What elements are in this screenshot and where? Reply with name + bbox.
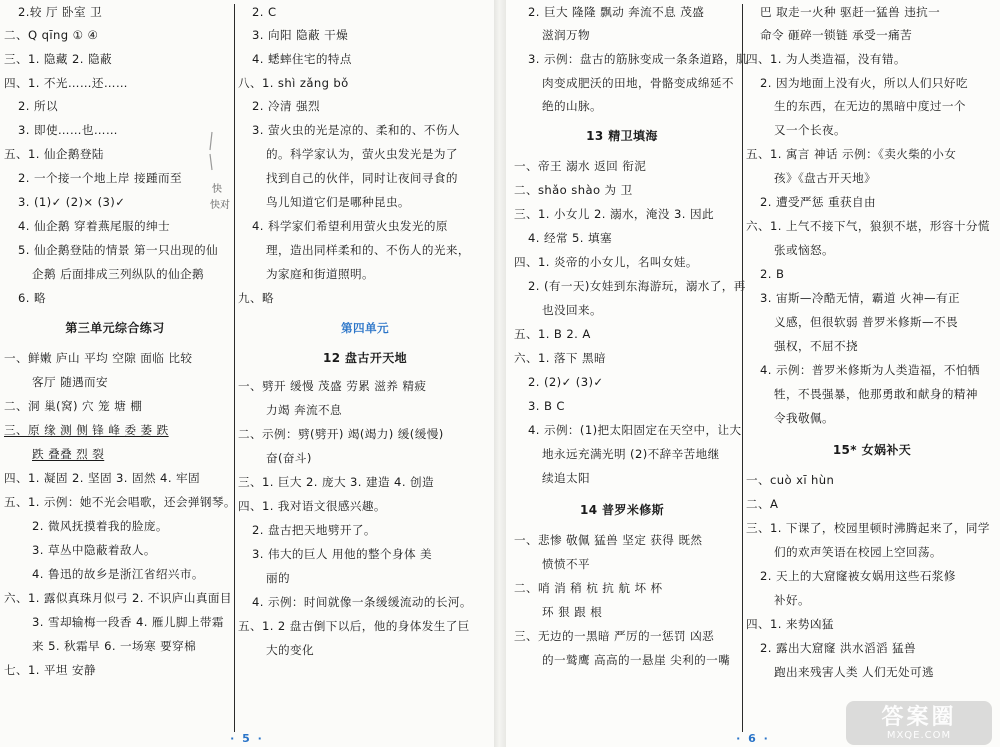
answer-line: 2.较 厅 卧室 卫 (18, 5, 103, 19)
answer-line: 五、1. 仙企鹅登陆 (4, 147, 104, 161)
answer-line: 来 5. 秋霜早 6. 一场寒 要穿棉 (32, 639, 197, 653)
answer-line: 愤愤不平 (542, 557, 590, 571)
margin-note: 快 (212, 184, 222, 195)
answer-line: 四、1. 炎帝的小女儿，名叫女娃。 (514, 255, 698, 269)
lesson-title: 15* 女娲补天 (832, 443, 912, 457)
answer-line: 们的欢声笑语在校园上空回荡。 (774, 545, 942, 559)
answer-line: 6. 略 (18, 291, 46, 305)
answer-line: 4. 示例：(1)把太阳固定在天空中，让大 (528, 423, 742, 437)
answer-line: 4. 示例：普罗米修斯为人类造福，不怕牺 (760, 363, 980, 377)
answer-line: 补好。 (774, 593, 810, 607)
answer-line: 四、1. 来势凶猛 (746, 617, 834, 631)
answer-line: 四、1. 不光……还…… (4, 76, 128, 90)
answer-line: 三、1. 下课了，校园里顿时沸腾起来了，同学 (746, 521, 990, 535)
answer-line: 肉变成肥沃的田地，骨骼变成绵延不 (542, 76, 734, 90)
answer-line: 2. 遭受严惩 重获自由 (760, 195, 876, 209)
answer-line: 3. 即使……也…… (18, 123, 118, 137)
answer-line: 理，造出同样柔和的、不伤人的光来， (266, 243, 470, 257)
answer-line: 三、1. 隐藏 2. 隐蔽 (4, 52, 112, 66)
unit-title: 第四单元 (341, 321, 389, 335)
column-divider (742, 4, 743, 732)
answer-line: 五、1. 寓言 神话 示例：《卖火柴的小女 (746, 147, 957, 161)
answer-line: 六、1. 上气不接下气，狼狈不堪，形容十分慌 (746, 219, 990, 233)
answer-line: 一、鲜嫩 庐山 平均 空隙 面临 比较 (4, 351, 193, 365)
answer-line: 三、无边的一黑暗 严厉的一惩罚 凶恶 (514, 629, 715, 643)
answer-line: 强权，不屈不挠 (774, 339, 858, 353)
answer-line: 也没回来。 (542, 303, 602, 317)
answer-line: 四、1. 凝固 2. 坚固 3. 固然 4. 牢固 (4, 471, 200, 485)
answer-line: 环 狠 跟 根 (542, 605, 603, 619)
answer-line: 3. 向阳 隐蔽 干燥 (252, 28, 349, 42)
margin-note: 快对 (210, 200, 230, 211)
answer-line: 三、原 缘 测 侧 锋 峰 委 萎 跌 (4, 423, 169, 437)
answer-line: 地永远充满光明 (2)不辞辛苦地继 (542, 447, 720, 461)
answer-line: 五、1. 2 盘古倒下以后，他的身体发生了巨 (238, 619, 470, 633)
answer-line: 2. (2)✓ (3)✓ (528, 375, 604, 389)
answer-line: 4. 仙企鹅 穿着燕尾服的绅士 (18, 219, 170, 233)
right-page-column-2 (746, 0, 998, 735)
answer-line: 4. 科学家们希望利用萤火虫发光的原 (252, 219, 448, 233)
answer-line: 张或恼怒。 (774, 243, 834, 257)
answer-line: 三、1. 巨大 2. 庞大 3. 建造 4. 创造 (238, 475, 434, 489)
answer-line: 2. (有一天)女娃到东海游玩，溺水了，再 (528, 279, 746, 293)
answer-line: 3. 萤火虫的光是凉的、柔和的、不伤人 (252, 123, 460, 137)
answer-line: 4. 鲁迅的故乡是浙江省绍兴市。 (32, 567, 204, 581)
book-gutter (494, 0, 506, 747)
answer-line: 2. C (252, 5, 277, 19)
answer-line: 五、1. B 2. A (514, 327, 591, 341)
answer-line: 一、cuò xī hùn (746, 473, 835, 487)
answer-line: 2. 一个接一个地上岸 接踵而至 (18, 171, 182, 185)
answer-line: 3. B C (528, 399, 565, 413)
answer-line: 二、哨 消 稍 杭 抗 航 坏 杯 (514, 581, 663, 595)
answer-line: 4. 示例：时间就像一条缓缓流动的长河。 (252, 595, 472, 609)
answer-line: 2. B (760, 267, 785, 281)
answer-line: 奋(奋斗) (266, 451, 312, 465)
lesson-title: 12 盘古开天地 (322, 351, 408, 365)
answer-line: 又一个长夜。 (774, 123, 846, 137)
answer-line: 八、1. shì zǎng bǒ (238, 76, 349, 90)
answer-line: 2. 盘古把天地劈开了。 (252, 523, 376, 537)
lesson-title: 13 精卫填海 (586, 129, 658, 143)
answer-line: 力竭 奔流不息 (266, 403, 343, 417)
pencil-mark-icon (200, 130, 224, 176)
answer-line: 三、1. 小女儿 2. 溺水，淹没 3. 因此 (514, 207, 714, 221)
answer-line: 为家庭和街道照明。 (266, 267, 374, 281)
answer-line: 鸟儿知道它们是哪种昆虫。 (266, 195, 410, 209)
section-heading: 第三单元综合练习 (65, 321, 165, 335)
answer-line: 4. 蟋蟀住宅的特点 (252, 52, 352, 66)
lesson-title: 14 普罗米修斯 (579, 503, 665, 517)
page-number: · 6 · (736, 732, 770, 745)
watermark-url: MXQE.COM (886, 729, 952, 741)
right-page (506, 0, 1000, 747)
answer-line: 巴 取走一火种 驱赶一猛兽 违抗一 (760, 5, 941, 19)
answer-line: 牲，不畏强暴，他那勇敢和献身的精神 (774, 387, 978, 401)
answer-line: 3. 示例：盘古的筋脉变成一条条道路，肌 (528, 52, 748, 66)
answer-line: 六、1. 露似真珠月似弓 2. 不识庐山真面目 (4, 591, 232, 605)
left-page-column-2 (238, 0, 492, 735)
answer-line: 二、shǎo shào 为 卫 (514, 183, 633, 197)
answer-line: 2. 因为地面上没有火，所以人们只好吃 (760, 76, 968, 90)
answer-line: 滋润万物 (542, 28, 590, 42)
answer-line: 命令 砸碎一锁链 承受一痛苦 (760, 28, 913, 42)
answer-line: 二、示例：劈(劈开) 竭(竭力) 缓(缓慢) (238, 427, 444, 441)
answer-line: 六、1. 落下 黑暗 (514, 351, 606, 365)
left-page-column-1 (0, 0, 236, 735)
answer-line: 五、1. 示例：她不光会唱歌，还会弹钢琴。 (4, 495, 236, 509)
answer-line: 生的东西，在无边的黑暗中度过一个 (774, 99, 966, 113)
answer-line: 4. 经常 5. 填塞 (528, 231, 612, 245)
answer-line: 一、帝王 溺水 返回 衔泥 (514, 159, 647, 173)
answer-line: 二、A (746, 497, 779, 511)
answer-line: 孩》《盘古开天地》 (774, 171, 877, 185)
answer-line: 2. 微风抚摸着我的脸庞。 (32, 519, 168, 533)
answer-line: 5. 仙企鹅登陆的情景 第一只出现的仙 (18, 243, 218, 257)
answer-line: 跌 叠叠 烈 裂 (32, 447, 105, 461)
answer-line: 丽的 (266, 571, 290, 585)
answer-line: 企鹅 后面排成三列纵队的仙企鹅 (32, 267, 204, 281)
answer-line: 3. (1)✓ (2)× (3)✓ (18, 195, 126, 209)
answer-line: 续追太阳 (542, 471, 590, 485)
answer-line: 九、略 (238, 291, 274, 305)
answer-line: 二、洞 巢(窝) 穴 笼 塘 棚 (4, 399, 143, 413)
answer-line: 一、劈开 缓慢 茂盛 劳累 滋养 精疲 (238, 379, 427, 393)
answer-line: 3. 草丛中隐蔽着敌人。 (32, 543, 156, 557)
watermark-logo: 答案圈 (881, 704, 957, 730)
answer-line: 3. 宙斯—冷酷无情，霸道 火神—有正 (760, 291, 960, 305)
answer-line: 客厅 随遇而安 (32, 375, 109, 389)
answer-line: 2. 露出大窟窿 洪水滔滔 猛兽 (760, 641, 917, 655)
answer-line: 2. 冷清 强烈 (252, 99, 321, 113)
answer-line: 3. 伟大的巨人 用他的整个身体 美 (252, 547, 433, 561)
answer-line: 二、Q qīng ① ④ (4, 28, 99, 42)
left-page (0, 0, 494, 747)
answer-line: 的一鹫鹰 高高的一悬崖 尖利的一嘴 (542, 653, 731, 667)
answer-line: 2. 天上的大窟窿被女娲用这些石浆修 (760, 569, 956, 583)
answer-line: 找到自己的伙伴，同时让夜间寻食的 (266, 171, 458, 185)
answer-line: 3. 雪却输梅一段香 4. 雁儿脚上带霜 (32, 615, 224, 629)
right-page-column-1 (506, 0, 748, 735)
answer-line: 一、悲惨 敬佩 猛兽 坚定 获得 既然 (514, 533, 703, 547)
page-number: · 5 · (230, 732, 264, 745)
answer-line: 四、1. 我对语文很感兴趣。 (238, 499, 386, 513)
answer-line: 令我敬佩。 (774, 411, 834, 425)
column-divider (234, 4, 235, 732)
answer-line: 绝的山脉。 (542, 99, 602, 113)
answer-line: 跑出来残害人类 人们无处可逃 (774, 665, 935, 679)
answer-line: 大的变化 (266, 643, 314, 657)
answer-line: 四、1. 为人类造福，没有错。 (746, 52, 906, 66)
answer-line: 七、1. 平坦 安静 (4, 663, 96, 677)
answer-line: 义感，但很软弱 普罗米修斯—不畏 (774, 315, 958, 329)
answer-line: 的。科学家认为，萤火虫发光是为了 (266, 147, 458, 161)
answer-line: 2. 所以 (18, 99, 58, 113)
answer-line: 2. 巨大 隆隆 飘动 奔流不息 茂盛 (528, 5, 705, 19)
